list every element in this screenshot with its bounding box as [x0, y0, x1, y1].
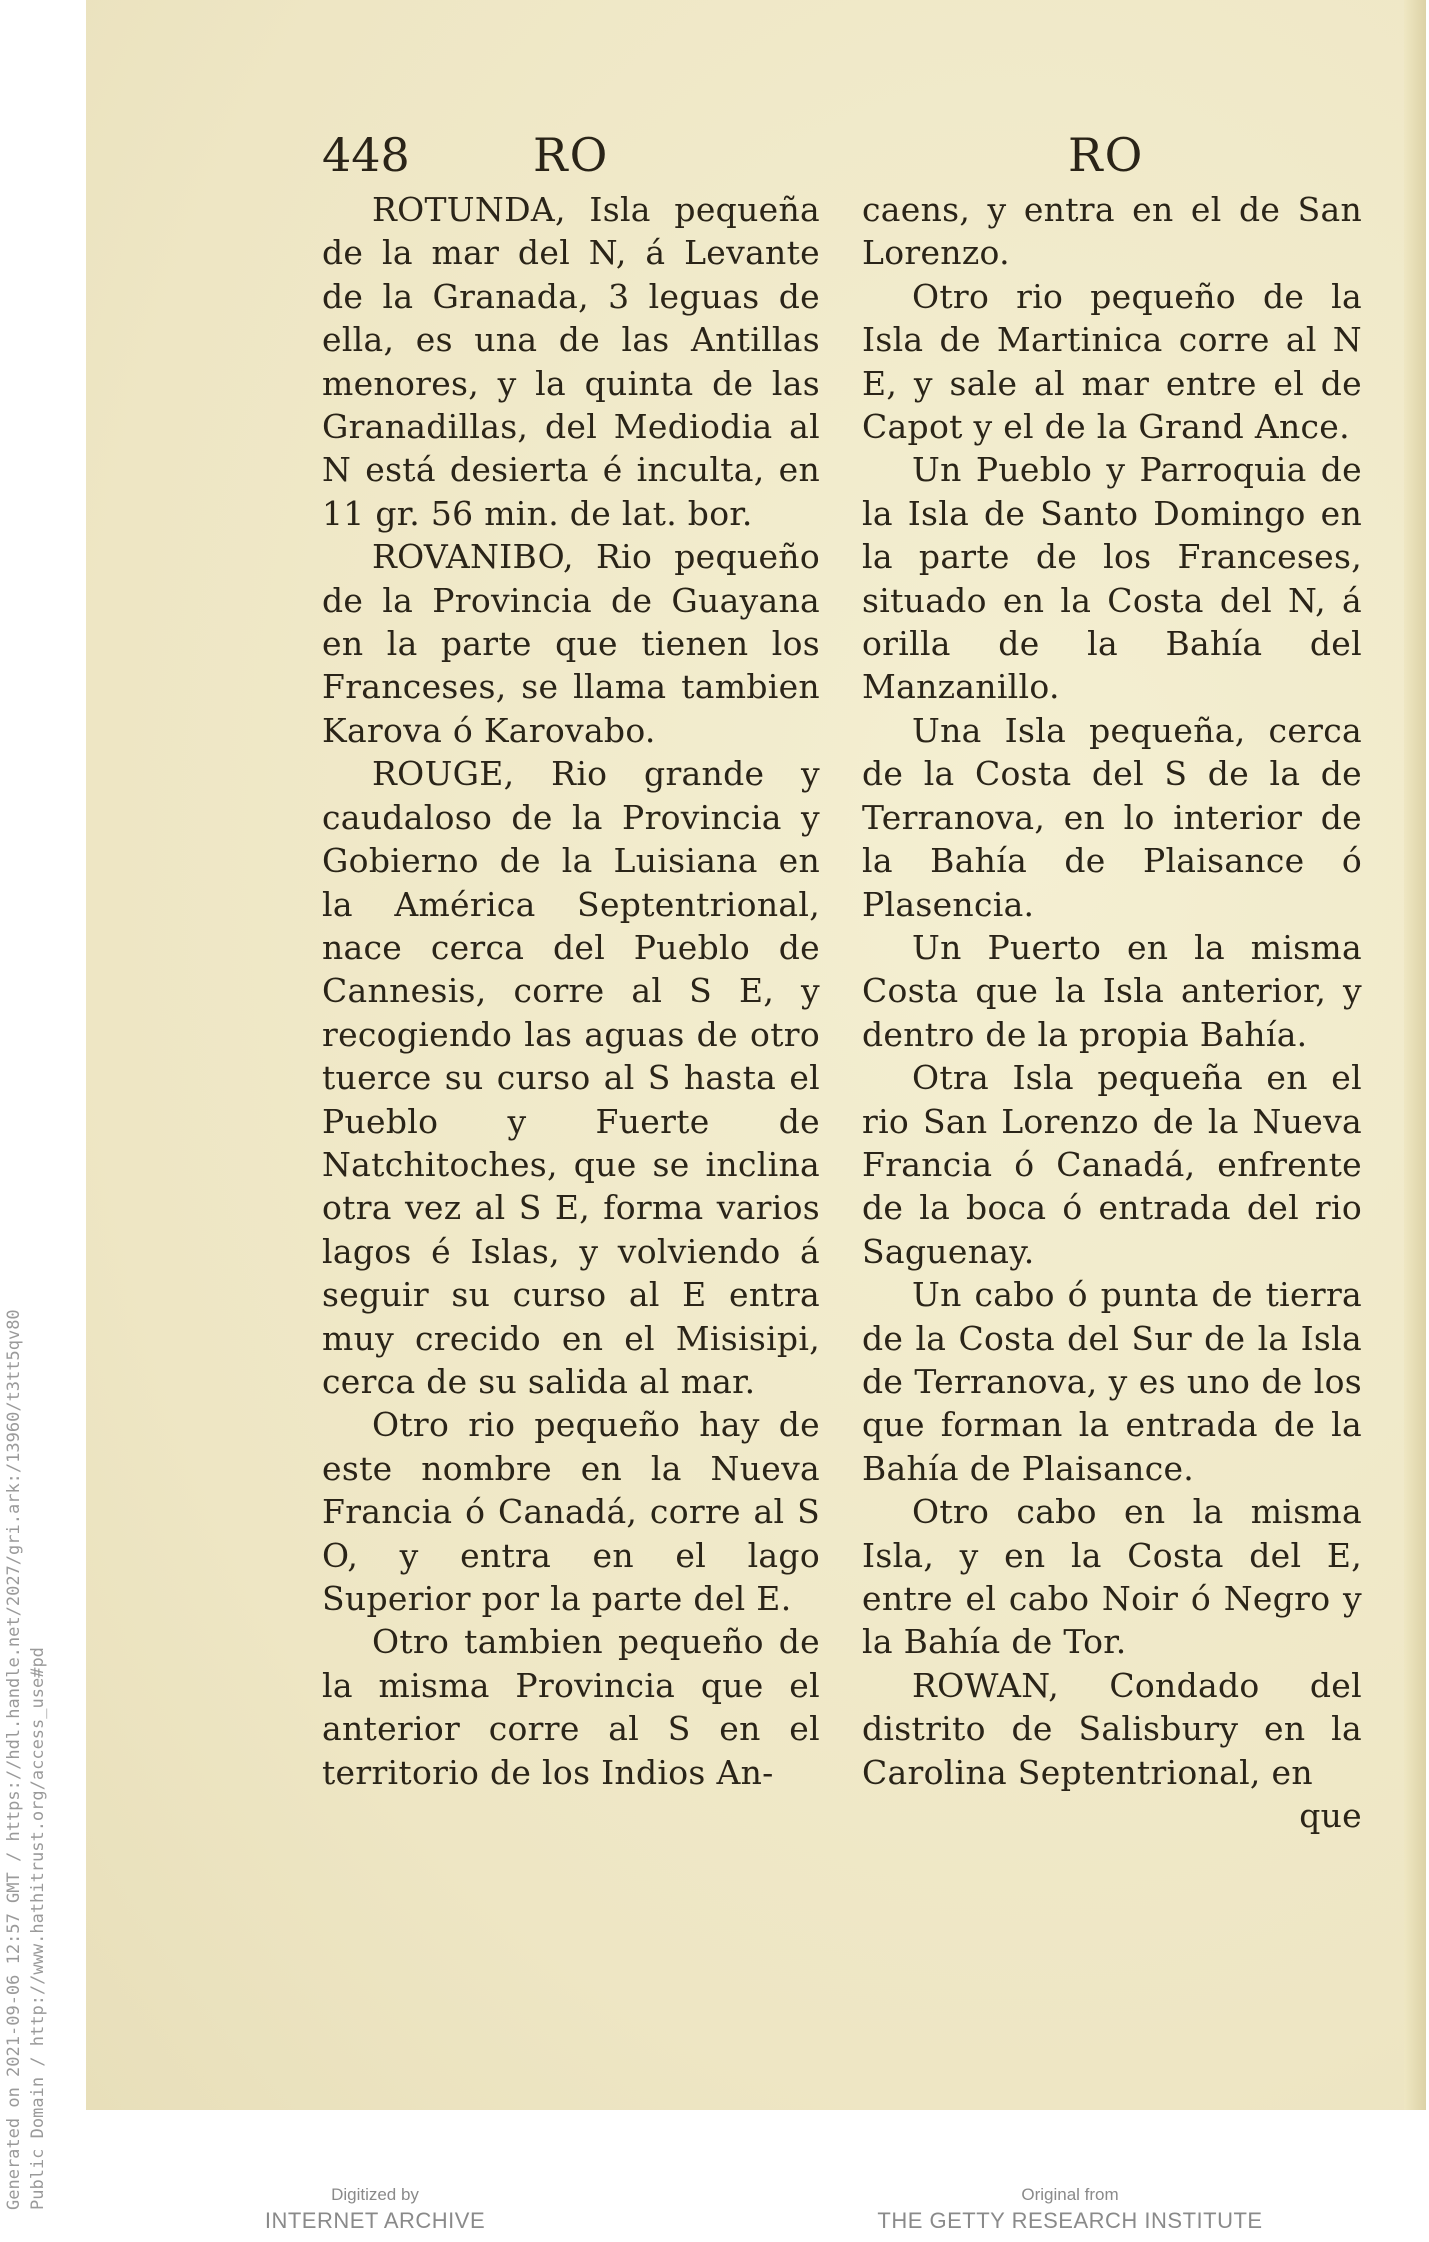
- page-edge-shadow: [1404, 0, 1426, 2110]
- entry-rotunda: ROTUNDA, Isla pequeña de la mar del N, á Levante de la Granada, 3 leguas de ella, es una de las Antillas menores, y la quinta de las Granadillas, del Mediodia al N está desierta é inculta, en 11 gr. 56 min. de lat. bor.: [322, 190, 820, 533]
- entry-terranova-isla: Una Isla pequeña, cerca de la Costa del S de la de Terranova, en lo interior de la Bahía de Plaisance ó Plasencia.: [862, 710, 1362, 924]
- internet-archive-label: INTERNET ARCHIVE: [264, 2208, 486, 2233]
- entry-santo-domingo: Un Pueblo y Parroquia de la Isla de Santo Domingo en la parte de los Franceses, situado en la Costa del N, á orilla de la Bahía del Manzanillo.: [862, 450, 1362, 707]
- original-from-credit: [860, 2184, 1280, 2236]
- entry-rouge: ROUGE, Rio grande y caudaloso de la Provincia y Gobierno de la Luisiana en la América Septentrional, nace cerca del Pueblo de Cannesis, corre al S E, y recogiendo las aguas de otro tuerce su curso al S hasta el Pueblo y Fuerte de Natchitoches, que se inclina otra vez al S E, forma varios lagos é Islas, y volviendo á seguir su curso al E entra muy crecido en el Misisipi, cerca de su salida al mar.: [322, 754, 820, 1401]
- entry-martinica: Otro rio pequeño de la Isla de Martinica corre al N E, y sale al mar entre el de Capot y el de la Grand Ance.: [862, 276, 1362, 447]
- entry-rouge-otro-pequeno: Otro tambien pequeño de la misma Provincia que el anterior corre al S en el territorio de los Indios An-: [322, 1622, 820, 1792]
- entry-otro-cabo: Otro cabo en la misma Isla, y en la Costa del E, entre el cabo Noir ó Negro y la Bahía de Tor.: [862, 1492, 1362, 1662]
- left-column: [322, 188, 820, 1794]
- hathitrust-watermark: [2, 1309, 50, 2210]
- watermark-line-2: Public Domain / http://www.hathitrust.org/access_use#pd: [28, 1647, 48, 2210]
- watermark-line-1: Generated on 2021-09-06 12:57 GMT / https://hdl.handle.net/2027/gri.ark:/13960/t3tt5qv80: [4, 1309, 24, 2210]
- original-from-label: Original from: [1021, 2185, 1119, 2204]
- entry-rowan: ROWAN, Condado del distrito de Salisbury en la Carolina Septentrional, en: [862, 1665, 1362, 1792]
- entry-san-lorenzo-isla: Otra Isla pequeña en el rio San Lorenzo de la Nueva Francia ó Canadá, enfrente de la boca ó entrada del rio Saguenay.: [862, 1058, 1362, 1271]
- catchword: que: [1299, 1796, 1362, 1836]
- entry-rovanibo: ROVANIBO, Rio pequeño de la Provincia de Guayana en la parte que tienen los Franceses, se llama tambien Karova ó Karovabo.: [322, 537, 820, 750]
- digitized-by-credit: [225, 2184, 525, 2236]
- entry-cabo-terranova: Un cabo ó punta de tierra de la Costa del Sur de la Isla de Terranova, y es uno de los que forman la entrada de la Bahía de Plaisance.: [862, 1275, 1362, 1488]
- running-head-left: RO: [533, 128, 610, 182]
- digitized-by-label: Digitized by: [331, 2185, 419, 2204]
- entry-puerto: Un Puerto en la misma Costa que la Isla anterior, y dentro de la propia Bahía.: [862, 927, 1362, 1054]
- right-column: [862, 188, 1362, 1837]
- continuation-text: caens, y entra en el de San Lorenzo.: [862, 190, 1362, 273]
- getty-research-institute-label: THE GETTY RESEARCH INSTITUTE: [877, 2208, 1263, 2233]
- running-head-right: RO: [1068, 128, 1145, 182]
- page-number: 448: [322, 128, 410, 182]
- entry-rouge-otro-rio: Otro rio pequeño hay de este nombre en la Nueva Francia ó Canadá, corre al S O, y entra en el lago Superior por la parte del E.: [322, 1405, 820, 1618]
